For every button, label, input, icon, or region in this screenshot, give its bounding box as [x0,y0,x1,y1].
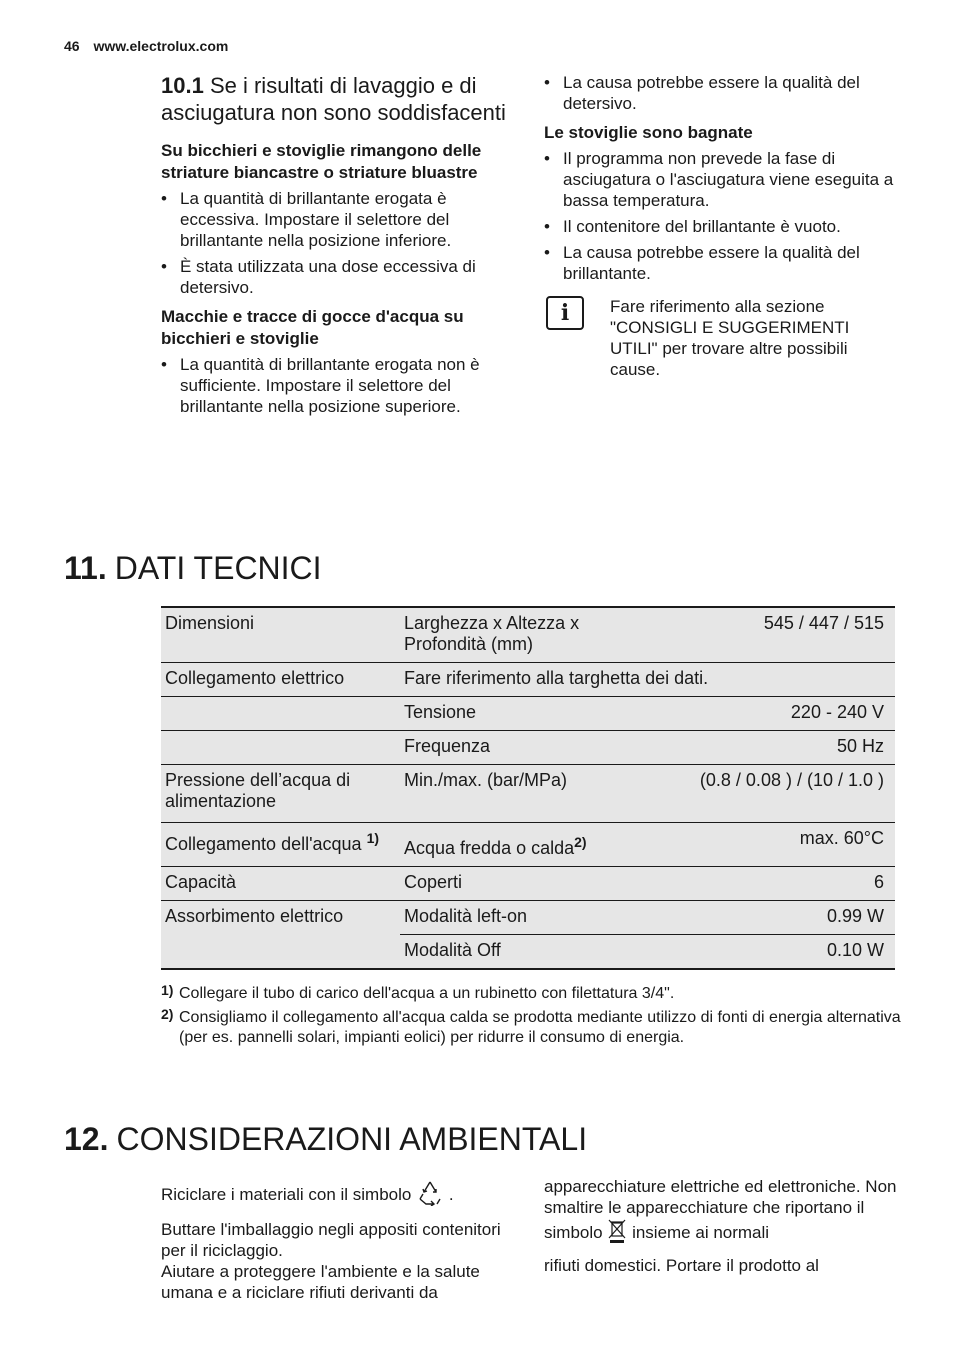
group-1-heading: Su bicchieri e stoviglie rimangono delle striature biancastre o striature bluastre [161,141,482,182]
weee-paragraph [544,1176,904,1249]
row-param: Acqua fredda o calda [404,838,575,858]
row-value: max. 60°C [665,823,895,867]
site-url: www.electrolux.com [93,38,229,54]
tech-data-table [161,606,895,970]
table-footnotes [161,984,901,1052]
row-value: (0.8 / 0.08 ) / (10 / 1.0 ) [665,765,895,823]
footnote-text: Consigliamo il collegamento all'acqua calda se prodotta mediante utilizzo di fonti di energia alternativa (per es. pannelli solari, impianti eolici) per ridurre il consumo di energia. [179,1009,901,1046]
row-label: Collegamento dell'acqua [165,834,362,854]
row-value: 0.10 W [665,935,895,970]
table-row [161,823,895,867]
recycle-icon [416,1180,444,1211]
section-12-number: 12. [64,1121,109,1157]
list-item: • È stata utilizzata una dose eccessiva di detersivo. [161,256,513,298]
recycle-end: . [448,1184,454,1204]
packaging-text: Buttare l'imballaggio negli appositi contenitori per il riciclaggio. [161,1220,501,1260]
group-3-list [544,148,896,284]
section-12-left-column [161,1180,521,1311]
table-row [161,901,895,935]
group-2-heading: Macchie e tracce di gocce d'acqua su bicchieri e stoviglie [161,307,464,348]
section-10-title [161,72,513,126]
footnote-text: Collegare il tubo di carico dell'acqua a un rubinetto con filettatura 3/4". [179,985,675,1002]
row-param: Frequenza [400,731,665,765]
group-2-list-continued [544,72,896,114]
footnote [161,984,901,1004]
row-param: Tensione [400,697,665,731]
list-item: • Il contenitore del brillantante è vuoto. [544,216,896,237]
section-12-right-column [544,1176,904,1284]
table-row [161,607,895,663]
footnote-mark: 1) [161,982,174,998]
page-header [64,38,228,54]
row-param: Modalità left-on [400,901,665,935]
list-item: • La causa potrebbe essere la qualità del brillantante. [544,242,896,284]
crossed-bin-icon [607,1218,627,1249]
info-icon: i [546,296,584,330]
section-11-number: 11. [64,550,107,586]
footnote-ref: 1) [366,830,380,846]
table-row [161,867,895,901]
page-number: 46 [64,38,80,54]
recycle-text: Riciclare i materiali con il simbolo [161,1184,412,1204]
row-value: 6 [665,867,895,901]
row-param: Fare riferimento alla targhetta dei dati. [400,663,895,697]
table-row [161,731,895,765]
footnote [161,1008,901,1048]
table-row [161,663,895,697]
weee-text-2: insieme ai normali [632,1222,770,1242]
list-item: • La quantità di brillantante erogata è eccessiva. Impostare il selettore del brillantante nella posizione inferiore. [161,188,513,251]
list-item: • La quantità di brillantante erogata non è sufficiente. Impostare il selettore del brillantante nella posizione superiore. [161,354,513,417]
row-value: 220 - 240 V [665,697,895,731]
footnote-ref: 2) [574,834,587,850]
row-value: 0.99 W [665,901,895,935]
table-row [161,697,895,731]
row-label: Pressione dell’acqua di alimentazione [161,765,400,823]
list-item: • La causa potrebbe essere la qualità del detersivo. [544,72,896,114]
section-11-title-text: DATI TECNICI [114,550,322,586]
info-note-text: Fare riferimento alla sezione "CONSIGLI E SUGGERIMENTI UTILI" per trovare altre possibili cause. [610,297,850,379]
row-label: Capacità [161,867,400,901]
row-param: Coperti [400,867,665,901]
section-12-title [64,1121,587,1157]
list-item: • Il programma non prevede la fase di asciugatura o l'asciugatura viene eseguita a bassa temperatura. [544,148,896,211]
section-10-left-column [161,72,513,425]
row-param-cell [400,823,665,867]
row-param: Modalità Off [400,935,665,970]
recycle-paragraph [161,1180,521,1211]
group-1-list [161,188,513,298]
row-label: Assorbimento elettrico [161,901,400,970]
row-value: 50 Hz [665,731,895,765]
help-text: Aiutare a proteggere l'ambiente e la salute umana e a riciclare rifiuti derivanti da [161,1262,480,1302]
section-10-title-text: Se i risultati di lavaggio e di asciugatura non sono soddisfacenti [161,73,506,125]
table-row [161,765,895,823]
row-param: Min./max. (bar/MPa) [400,765,665,823]
group-2-list [161,354,513,417]
section-11-title [64,550,322,586]
row-value: 545 / 447 / 515 [665,607,895,663]
section-10-number: 10.1 [161,73,204,98]
row-label [161,731,400,765]
row-param: Larghezza x Altezza x Profondità (mm) [400,607,665,663]
row-label: Dimensioni [161,607,400,663]
group-3-heading: Le stoviglie sono bagnate [544,123,753,142]
weee-text-1: apparecchiature elettriche ed elettroniche. Non smaltire le apparecchiature che riportano il simbolo [544,1177,897,1242]
row-label: Collegamento elettrico [161,663,400,697]
section-12-title-text: CONSIDERAZIONI AMBIENTALI [116,1121,588,1157]
row-label-cell [161,823,400,867]
footnote-mark: 2) [161,1006,174,1022]
row-label [161,697,400,731]
info-note [544,296,896,380]
weee-text-3: rifiuti domestici. Portare il prodotto al [544,1256,819,1275]
section-10-right-column [544,72,896,380]
